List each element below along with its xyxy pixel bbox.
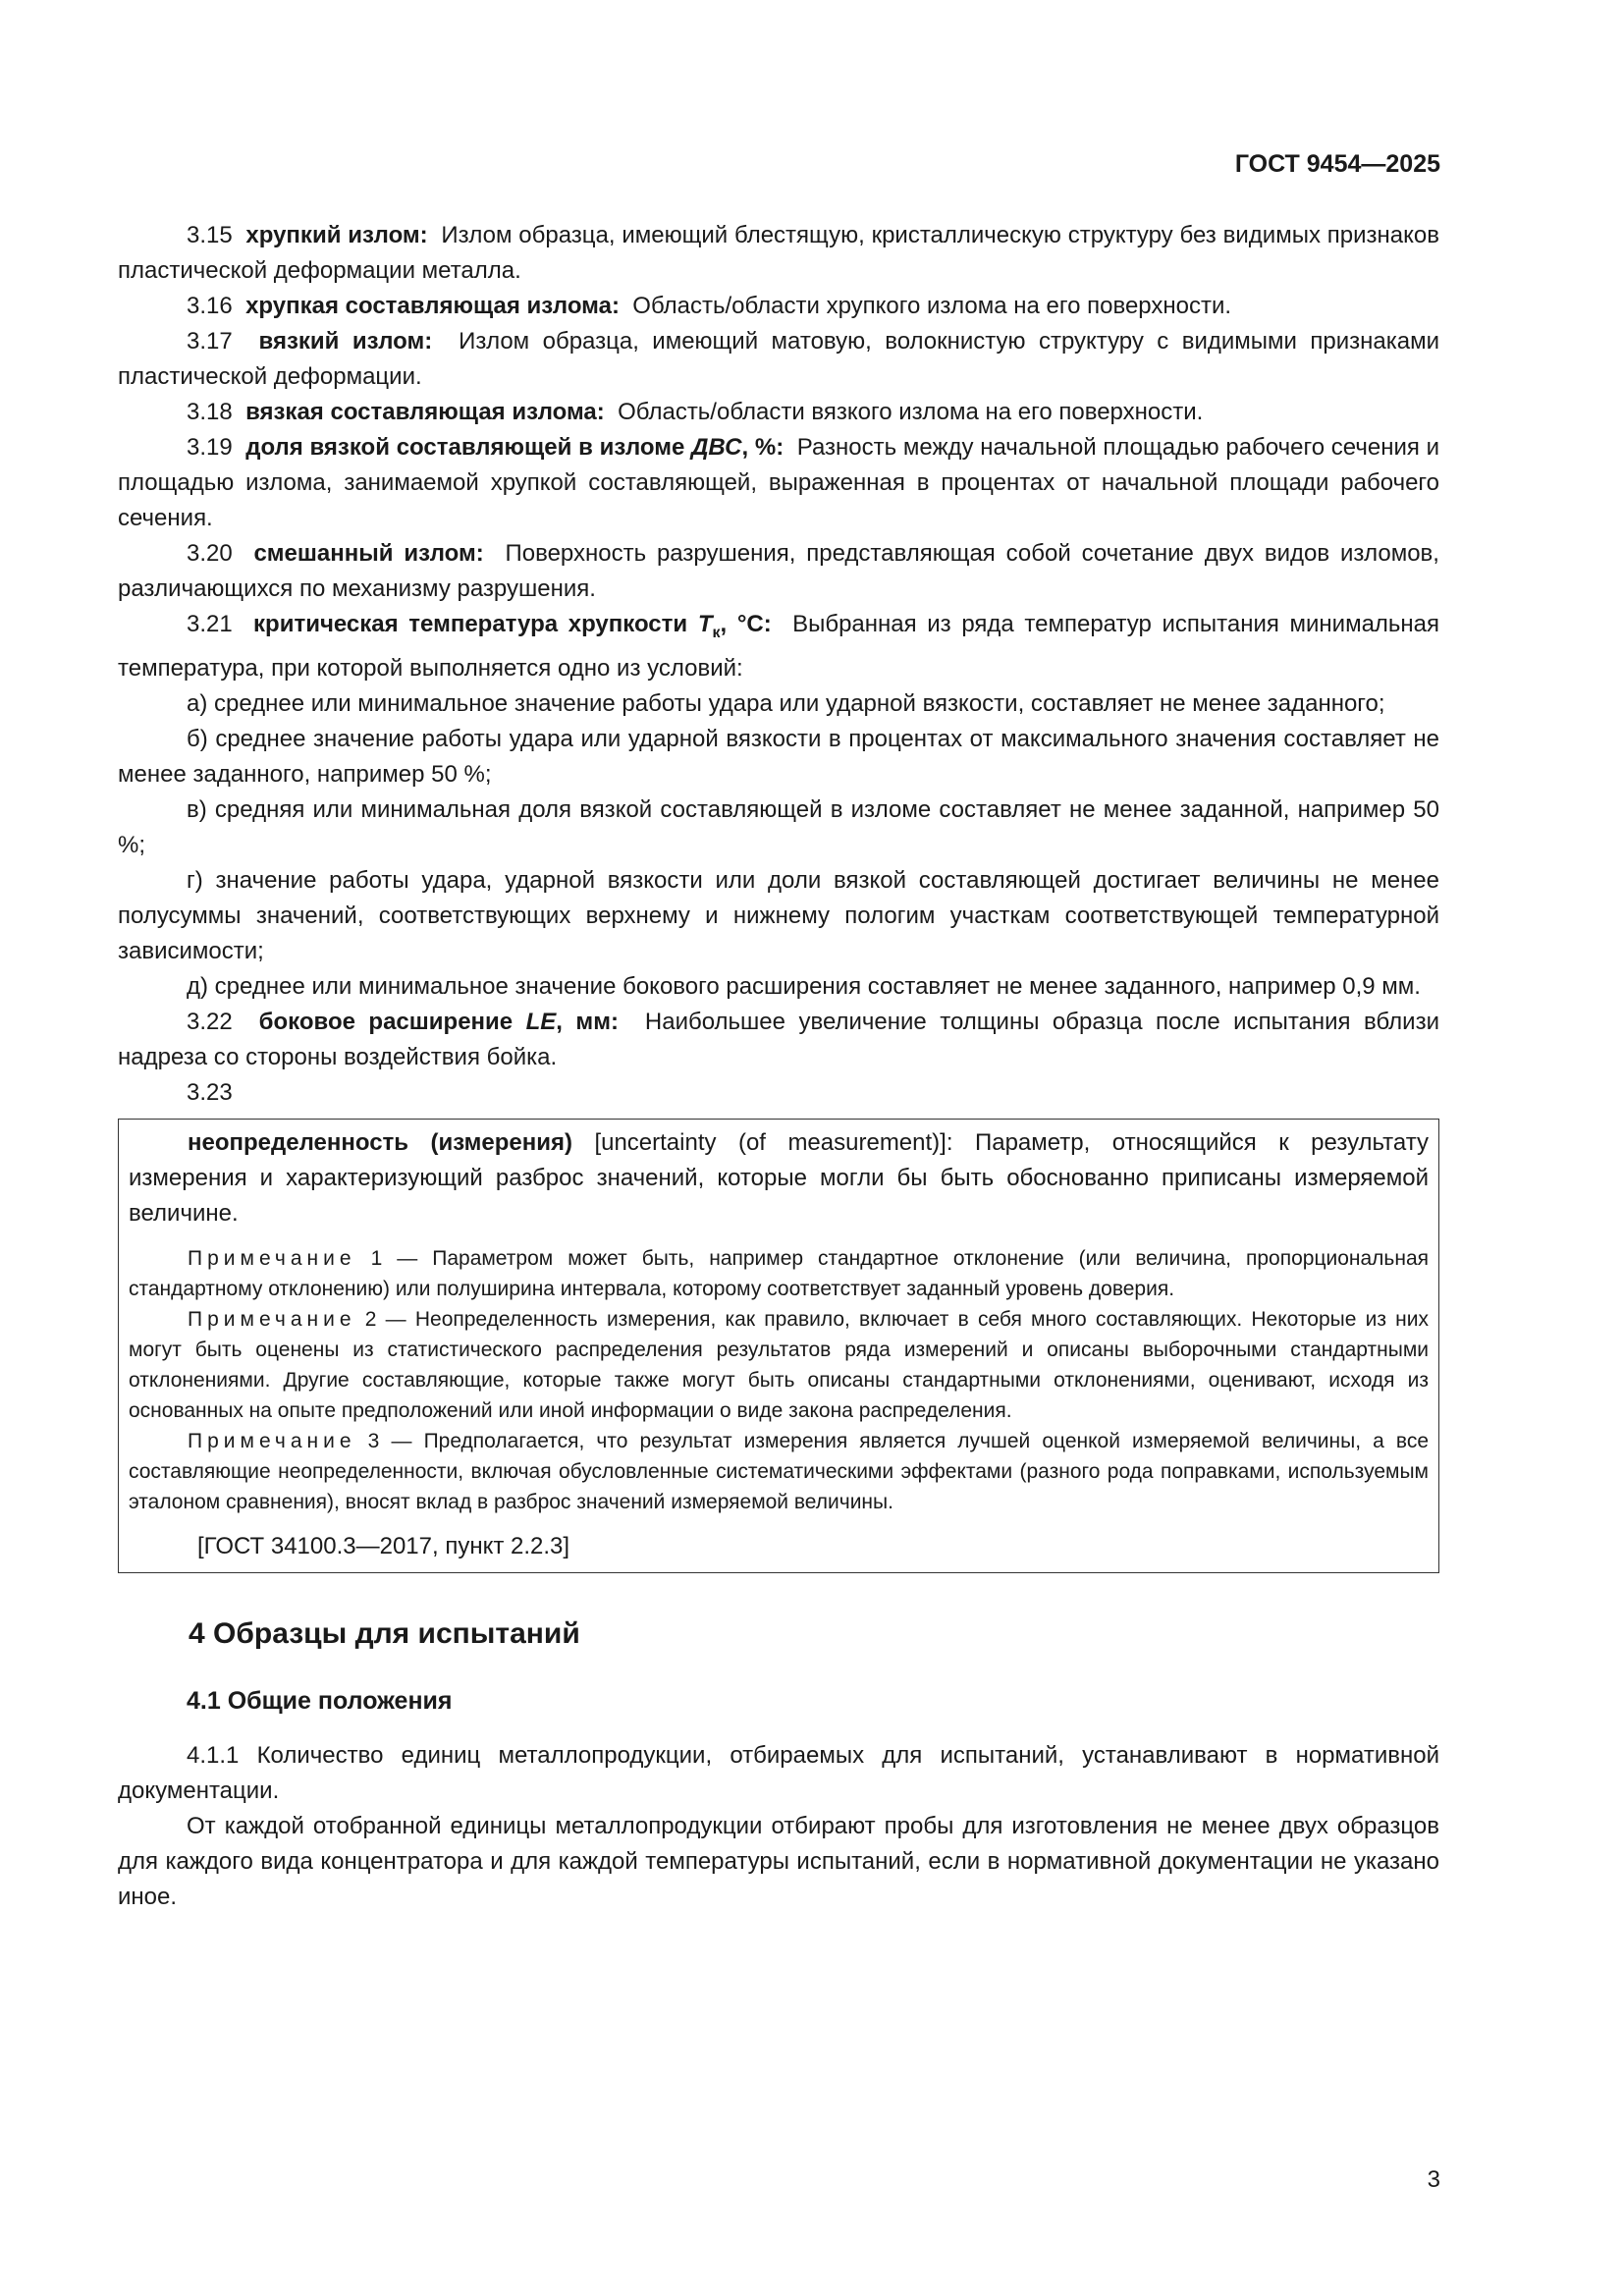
term: вязкая составляющая излома: (245, 399, 605, 425)
condition-v: в) средняя или минимальная доля вязкой составляющей в изломе составляет не менее заданной, например 50 %; (118, 795, 1439, 858)
definition-3-21: 3.21 критическая температура хрупкости $T_к$, °С: Выбранная из ряда температур испытания минимальная температура, при которой выполняется одно из условий: (118, 611, 1440, 682)
definition-3-15: 3.15 хрупкий излом: Излом образца, имеющий блестящую, кристаллическую структуру без видимых признаков пластической деформации металла. (118, 222, 1439, 284)
definition-3-17: 3.17 вязкий излом: Излом образца, имеющий матовую, волокнистую структуру с видимыми признаками пластической деформации. (118, 328, 1439, 390)
term: неопределенность (измерения) (188, 1128, 572, 1156)
document-header: ГОСТ 9454—2025 (1234, 150, 1440, 178)
section-4-heading: 4 Образцы для испытаний (189, 1616, 580, 1650)
term: хрупкий излом: (245, 222, 428, 248)
paragraph-4-1-1: 4.1.1 Количество единиц металлопродукции, отбираемых для испытаний, устанавливают в нормативной документации. (118, 1741, 1439, 1804)
paragraph-4-1-1-cont: От каждой отобранной единицы металлопродукции отбирают пробы для изготовления не менее двух образцов для каждого вида концентратора и для каждой температуры испытаний, если в нормативной документации не указано иное. (118, 1812, 1439, 1910)
subsection-4-1-heading: 4.1 Общие положения (187, 1686, 453, 1715)
definition-3-22: 3.22 боковое расширение LE, мм: Наибольшее увеличение толщины образца после испытания вблизи надреза со стороны воздействия бойка. (118, 1008, 1439, 1070)
term: боковое расширение LE, мм: (258, 1008, 619, 1035)
definition-3-16: 3.16 хрупкая составляющая излома: Область/области хрупкого излома на его поверхности. (187, 293, 1232, 319)
note-2: Примечание 2 — Неопределенность измерения, как правило, включает в себя много составляющих. Некоторые из них могут быть оценены из статистического распределения результатов ряда измерений и описаны выборочными стандартными отклонениями. Другие составляющие, которые также могут быть описаны стандартными отклонениями, оценивают, исходя из основанных на опыте предположений или иной информации о виде закона распределения. (129, 1307, 1429, 1422)
definition-3-19: 3.19 доля вязкой составляющей в изломе ДВС, %: Разность между начальной площадью рабочего сечения и площадью излома, занимаемой хрупкой составляющей, выраженная в процентах от начальной площади рабочего сечения. (118, 434, 1439, 531)
condition-b: б) среднее значение работы удара или ударной вязкости в процентах от максимального значения составляет не менее заданного, например 50 %; (118, 725, 1439, 788)
term: критическая температура хрупкости $T_к$, °С: (253, 611, 772, 641)
definition-3-23: неопределенность (измерения) [uncertainty (of measurement)]: Параметр, относящийся к результату измерения и характеризующий разброс значений, которые могли бы быть обоснованно приписаны измеряемой величине. (129, 1128, 1429, 1227)
term: хрупкая составляющая излома: (245, 293, 620, 319)
definition-3-23-number: 3.23 (187, 1078, 233, 1106)
page-number: 3 (1427, 2166, 1440, 2193)
term: доля вязкой составляющей в изломе ДВС, %: (245, 434, 784, 461)
note-3: Примечание 3 — Предполагается, что результат измерения является лучшей оценкой измеряемой величины, а все составляющие неопределенности, включая обусловленные систематическими эффектами (разного рода поправками, используемым эталоном сравнения), вносят вклад в разброс значений измеряемой величины. (129, 1429, 1429, 1513)
definition-3-23-box (118, 1119, 1439, 1573)
definition-3-20: 3.20 смешанный излом: Поверхность разрушения, представляющая собой сочетание двух видов изломов, различающихся по механизму разрушения. (118, 540, 1439, 602)
condition-d: д) среднее или минимальное значение бокового расширения составляет не менее заданного, например 0,9 мм. (187, 972, 1421, 1000)
term: вязкий излом: (258, 328, 433, 355)
condition-g: г) значение работы удара, ударной вязкости или доли вязкой составляющей достигает величины не менее полусуммы значений, соответствующих верхнему и нижнему пологим участкам соответствующей температурной зависимости; (118, 866, 1439, 964)
definition-3-18: 3.18 вязкая составляющая излома: Область/области вязкого излома на его поверхности. (187, 399, 1204, 425)
term: смешанный излом: (253, 540, 484, 567)
note-1: Примечание 1 — Параметром может быть, например стандартное отклонение (или величина, пропорциональная стандартному отклонению) или полуширина интервала, которому соответствует заданный уровень доверия. (129, 1246, 1430, 1300)
source-reference: [ГОСТ 34100.3—2017, пункт 2.2.3] (197, 1532, 570, 1559)
document-body (118, 218, 1439, 1915)
condition-a: а) среднее или минимальное значение работы удара или ударной вязкости, составляет не менее заданного; (187, 689, 1385, 717)
